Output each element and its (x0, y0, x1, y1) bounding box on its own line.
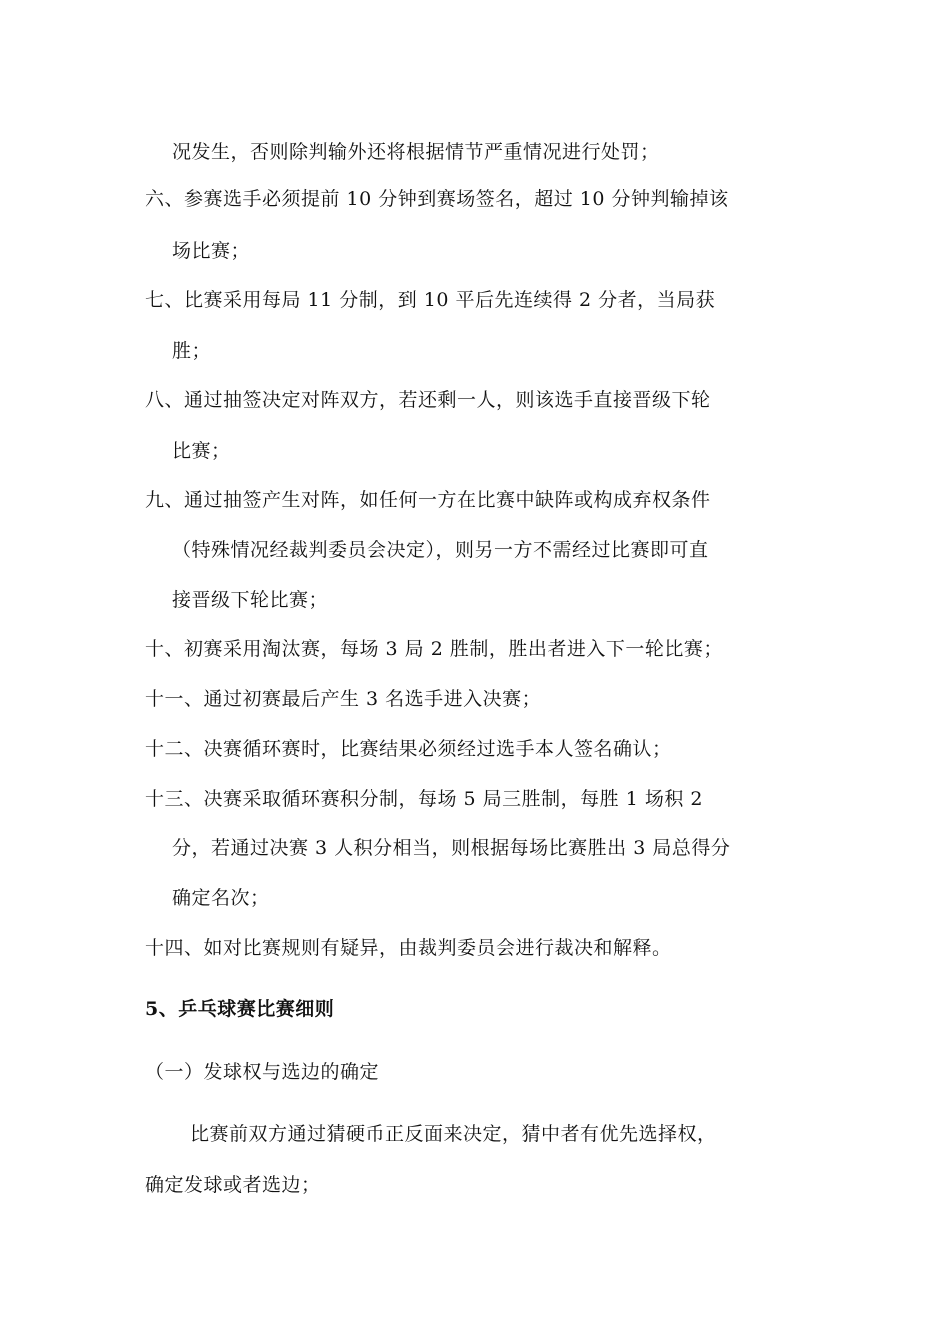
rule-13-line-3: 确定名次； (172, 887, 270, 909)
rule-8-line-1: 八、通过抽签决定对阵双方，若还剩一人，则该选手直接晋级下轮 (145, 389, 711, 411)
rule-13-line-2: 分，若通过决赛 3 人积分相当，则根据每场比赛胜出 3 局总得分 (172, 837, 731, 859)
rule-12-line-1: 十二、决赛循环赛时，比赛结果必须经过选手本人签名确认； (145, 738, 672, 760)
rule-continuation-line: 况发生，否则除判输外还将根据情节严重情况进行处罚； (172, 141, 660, 163)
rule-9-line-2: （特殊情况经裁判委员会决定），则另一方不需经过比赛即可直 (172, 539, 709, 561)
rule-13-line-1: 十三、决赛采取循环赛积分制，每场 5 局三胜制，每胜 1 场积 2 (145, 788, 703, 810)
section-heading: 5、乒乓球赛比赛细则 (145, 998, 335, 1020)
rule-6-line-1: 六、参赛选手必须提前 10 分钟到赛场签名，超过 10 分钟判输掉该 (145, 188, 729, 210)
rule-9-line-1: 九、通过抽签产生对阵，如任何一方在比赛中缺阵或构成弃权条件 (145, 489, 711, 511)
rule-7-line-1: 七、比赛采用每局 11 分制，到 10 平后先连续得 2 分者，当局获 (145, 289, 716, 311)
rule-11-line-1: 十一、通过初赛最后产生 3 名选手进入决赛； (145, 688, 542, 710)
rule-7-line-2: 胜； (172, 340, 212, 362)
rule-9-line-3: 接晋级下轮比赛； (172, 589, 329, 611)
rule-6-line-2: 场比赛； (172, 240, 251, 262)
rule-8-line-2: 比赛； (172, 440, 231, 462)
paragraph-line-1: 比赛前双方通过猜硬币正反面来决定，猜中者有优先选择权， (190, 1123, 717, 1145)
rule-10-line-1: 十、初赛采用淘汰赛，每场 3 局 2 胜制，胜出者进入下一轮比赛； (145, 638, 723, 660)
paragraph-line-2: 确定发球或者选边； (145, 1174, 321, 1196)
subsection-heading: （一）发球权与选边的确定 (145, 1061, 380, 1083)
rule-14-line-1: 十四、如对比赛规则有疑异，由裁判委员会进行裁决和解释。 (145, 937, 672, 959)
